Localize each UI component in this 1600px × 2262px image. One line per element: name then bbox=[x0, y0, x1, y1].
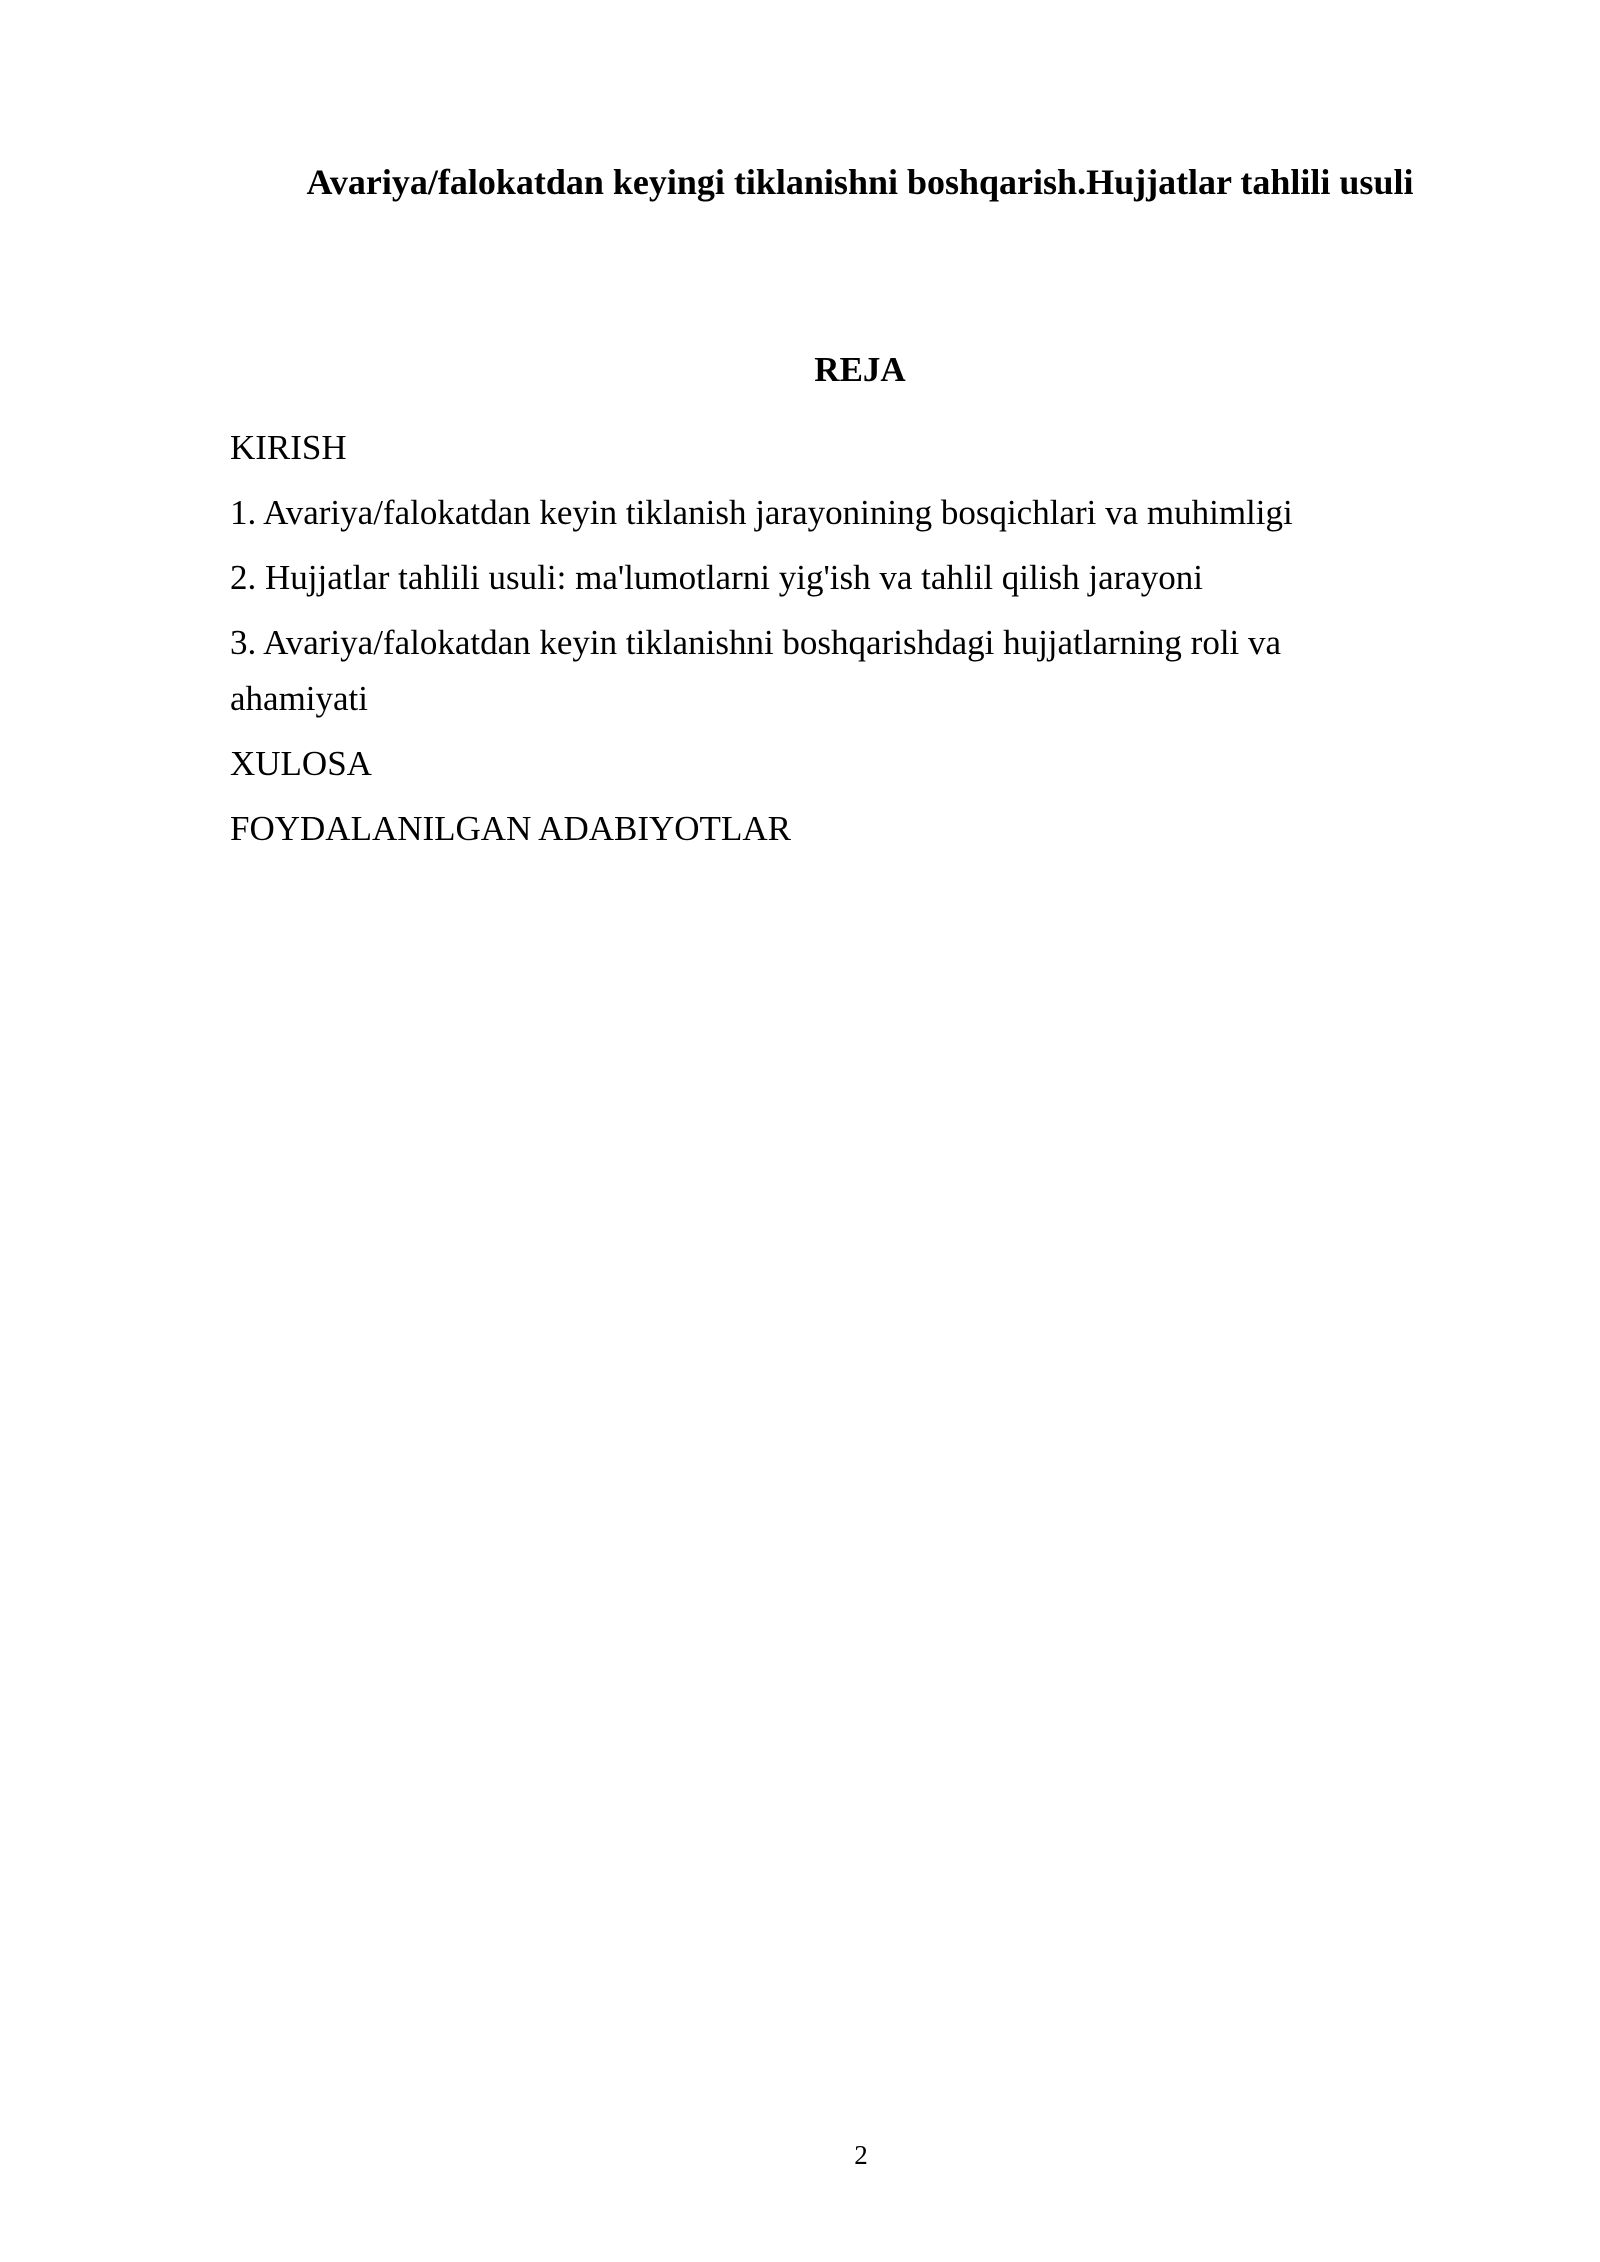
document-title: Avariya/falokatdan keyingi tiklanishni boshqarish.Hujjatlar tahlili usuli bbox=[306, 162, 1414, 202]
plan-item-1: 1. Avariya/falokatdan keyin tiklanish jarayonining bosqichlari va muhimligi bbox=[230, 493, 1293, 532]
plan-item-conclusion: XULOSA bbox=[230, 744, 372, 783]
plan-heading: REJA bbox=[814, 350, 906, 389]
plan-list bbox=[230, 420, 1390, 866]
plan-item-introduction: KIRISH bbox=[230, 428, 347, 467]
plan-item-3: 3. Avariya/falokatdan keyin tiklanishni boshqarishdagi hujjatlarning roli va ahamiyati bbox=[230, 623, 1282, 718]
plan-item-2: 2. Hujjatlar tahlili usuli: ma'lumotlarni yig'ish va tahlil qilish jarayoni bbox=[230, 558, 1204, 597]
plan-item-references: FOYDALANILGAN ADABIYOTLAR bbox=[230, 809, 791, 848]
page-number: 2 bbox=[854, 2140, 868, 2170]
